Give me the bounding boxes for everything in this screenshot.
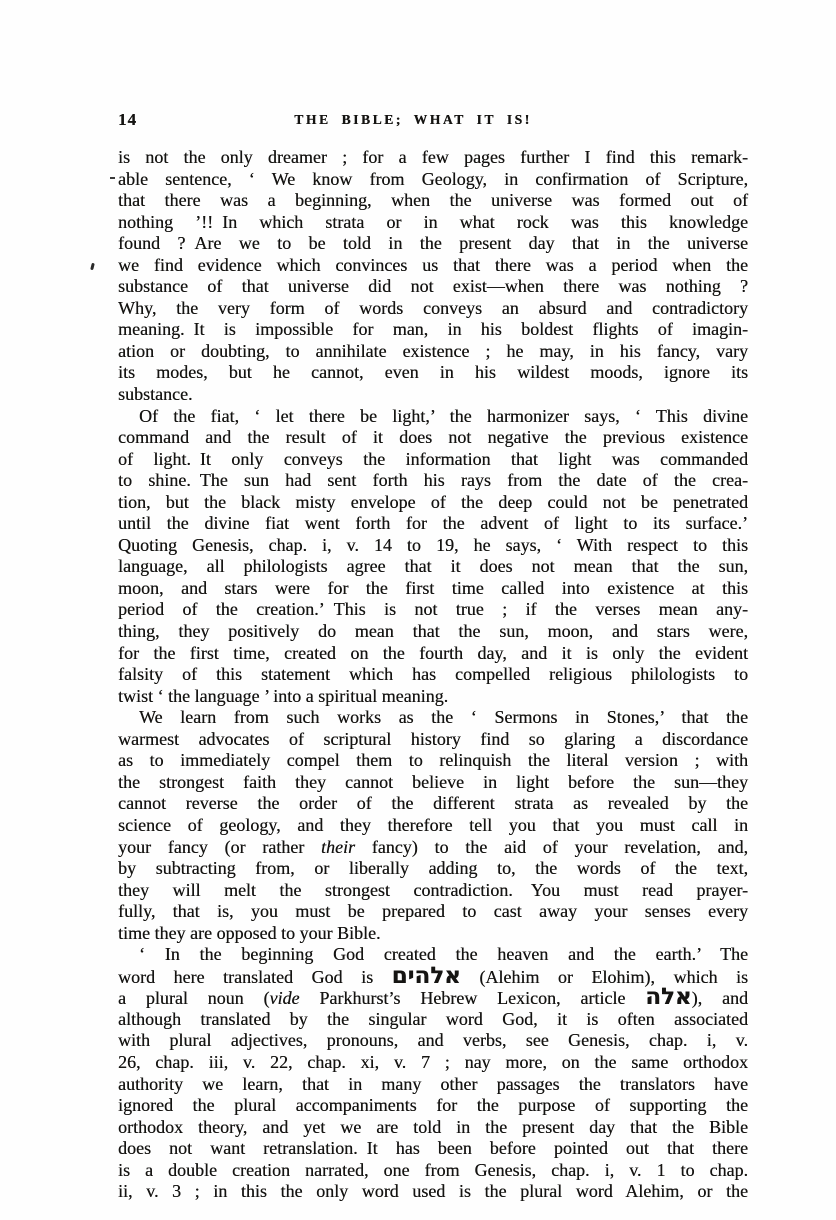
text-line: ignored the plural accompaniments for the purpose of supporting the	[118, 1095, 748, 1116]
text-line: period of the creation.’ This is not true ; if the verses mean any-	[118, 599, 748, 620]
page-header	[118, 109, 748, 131]
text-line: time they are opposed to your Bible.	[118, 922, 381, 943]
text-line: thing, they positively do mean that the sun, moon, and stars were,	[118, 621, 748, 642]
text-line: although translated by the singular word God, it is often associated	[118, 1008, 748, 1029]
text-line: we find evidence which convinces us that there was a period when the	[118, 254, 748, 275]
text-line: We learn from such works as the ‘ Sermons in Stones,’ that the	[139, 707, 748, 728]
text-line: until the divine fiat went forth for the advent of light to its surface.’	[118, 513, 748, 534]
text-line: Of the fiat, ‘ let there be light,’ the harmonizer says, ‘ This divine	[139, 405, 748, 426]
text-line: is not the only dreamer ; for a few pages further I find this remark-	[118, 147, 748, 167]
text-line: 26, chap. iii, v. 22, chap. xi, v. 7 ; nay more, on the same orthodox	[118, 1051, 748, 1072]
text-line: by subtracting from, or liberally adding to, the words of the text,	[118, 858, 748, 879]
text-line: warmest advocates of scriptural history find so glaring a discordance	[118, 728, 748, 749]
text-line: the strongest faith they cannot believe in light before the sun—they	[118, 771, 748, 792]
hebrew-word: אלה	[645, 984, 692, 1011]
text-line: ation or doubting, to annihilate existence ; he may, in his fancy, vary	[118, 340, 748, 361]
text-line: command and the result of it does not negative the previous existence	[118, 427, 748, 448]
text-line: tion, but the black misty envelope of the deep could not be penetrated	[118, 491, 748, 512]
text-line: ‘ In the beginning God created the heaven and the earth.’ The	[139, 944, 748, 965]
text-line: your fancy (or rather their fancy) to the aid of your revelation, and,	[118, 836, 748, 857]
hebrew-word: אלהים	[391, 962, 461, 989]
scan-speck	[90, 263, 95, 271]
text-line: ii, v. 3 ; in this the only word used is the plural word Alehim, or the	[118, 1181, 748, 1202]
page-number: 14	[118, 110, 137, 129]
text-line: authority we learn, that in many other passages the translators have	[118, 1073, 748, 1094]
text-line: nothing ’!! In which strata or in what rock was this knowledge	[118, 211, 748, 232]
text-line: fully, that is, you must be prepared to cast away your senses every	[118, 901, 748, 922]
text-line: with plural adjectives, pronouns, and verbs, see Genesis, chap. i, v.	[118, 1030, 748, 1051]
page-body	[118, 147, 748, 1203]
text-line: substance of that universe did not exist—when there was nothing ?	[118, 276, 748, 297]
text-line: science of geology, and they therefore tell you that you must call in	[118, 814, 748, 835]
text-line: Why, the very form of words conveys an absurd and contradictory	[118, 297, 748, 318]
text-line: cannot reverse the order of the different strata as revealed by the	[118, 793, 748, 814]
text-line: falsity of this statement which has compelled religious philologists to	[118, 664, 748, 685]
text-line: is a double creation narrated, one from Genesis, chap. i, v. 1 to chap.	[118, 1159, 748, 1180]
text-line: its modes, but he cannot, even in his wildest moods, ignore its	[118, 362, 748, 383]
text-line: able sentence, ‘ We know from Geology, in confirmation of Scripture,	[118, 168, 748, 189]
text-line: found ? Are we to be told in the present day that in the universe	[118, 233, 748, 254]
text-line: word here translated God is אלהים (Alehim or Elohim), which is	[118, 962, 748, 989]
text-line: moon, and stars were for the first time called into existence at this	[118, 577, 748, 598]
text-line: of light. It only conveys the information that light was commanded	[118, 448, 748, 469]
text-line: meaning. It is impossible for man, in his boldest flights of imagin-	[118, 319, 748, 340]
scan-speck	[110, 177, 115, 179]
text-line: language, all philologists agree that it does not mean that the sun,	[118, 556, 748, 577]
running-title: THE BIBLE; WHAT IT IS!	[294, 112, 532, 127]
text-line: twist ‘ the language ’ into a spiritual meaning.	[118, 685, 449, 706]
text-line: Quoting Genesis, chap. i, v. 14 to 19, he says, ‘ With respect to this	[118, 534, 748, 555]
text-line: as to immediately compel them to relinquish the literal version ; with	[118, 750, 748, 771]
text-line: to shine. The sun had sent forth his rays from the date of the crea-	[118, 470, 748, 491]
text-line: for the first time, created on the fourth day, and it is only the evident	[118, 642, 748, 663]
text-line: a plural noun (vide Parkhurst’s Hebrew Lexicon, article אלה), and	[118, 984, 749, 1011]
text-line: orthodox theory, and yet we are told in the present day that the Bible	[118, 1116, 748, 1137]
text-line: they will melt the strongest contradiction. You must read prayer-	[118, 879, 748, 900]
text-line: substance.	[118, 384, 193, 405]
text-line: does not want retranslation. It has been before pointed out that there	[118, 1138, 748, 1159]
text-line: that there was a beginning, when the universe was formed out of	[118, 190, 748, 211]
